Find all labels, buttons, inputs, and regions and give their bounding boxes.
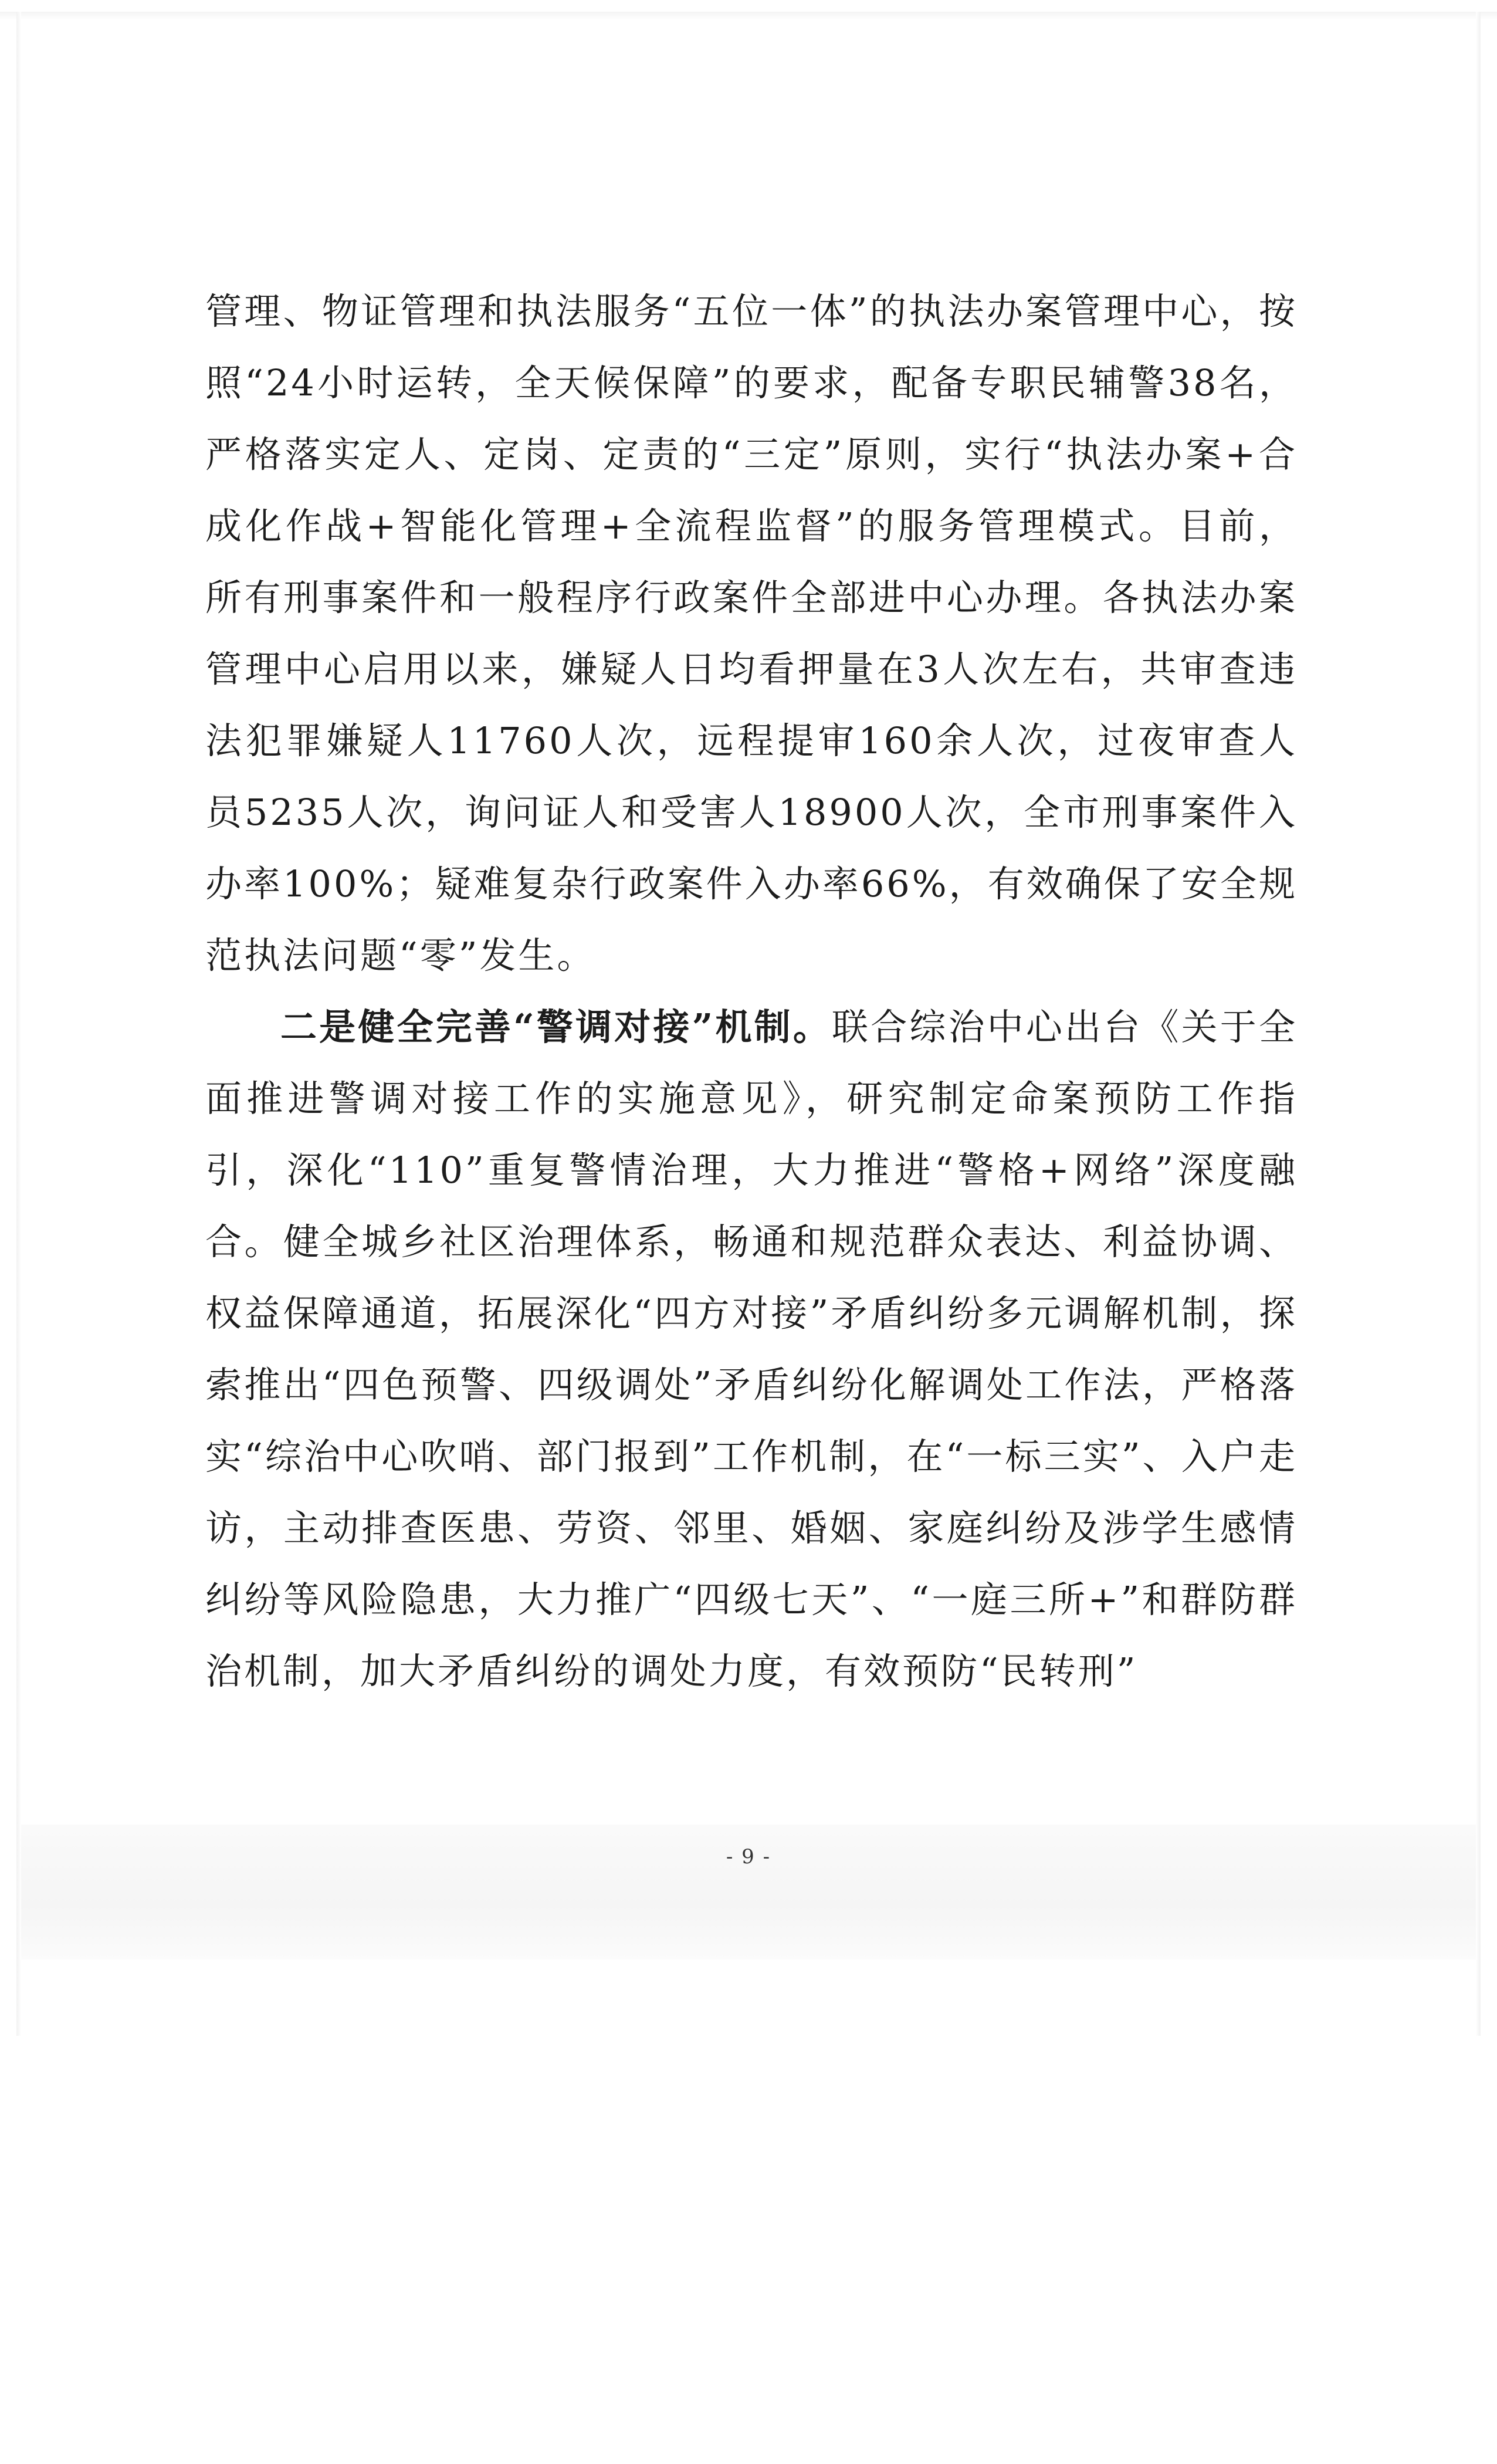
paragraph-continued: 管理、物证管理和执法服务“五位一体”的执法办案管理中心，按照“24小时运转，全天候保障”的要求，配备专职民辅警38名，严格落实定人、定岗、定责的“三定”原则，实行“执法办案+合成化作战+智能化管理+全流程监督”的服务管理模式。目前，所有刑事案件和一般程序行政案件全部进中心办理。各执法办案管理中心启用以来，嫌疑人日均看押量在3人次左右，共审查违法犯罪嫌疑人11760人次，远程提审160余人次，过夜审查人员5235人次，询问证人和受害人18900人次，全市刑事案件入办率100%；疑难复杂行政案件入办率66%，有效确保了安全规范执法问题“零”发生。 [205,290,1298,977]
paragraph-heading: 二是健全完善“警调对接”机制。 [280,1006,832,1048]
body-text [205,276,1298,1707]
paragraph-police-mediation [205,991,1298,1707]
scan-edge-right [1476,12,1481,2036]
scan-edge-left [16,12,21,2036]
scan-edge-top [0,12,1497,20]
page-number: - 9 - [726,1845,771,1869]
paragraph-body: 联合综治中心出台《关于全面推进警调对接工作的实施意见》，研究制定命案预防工作指引，深化“110”重复警情治理，大力推进“警格+网络”深度融合。健全城乡社区治理体系，畅通和规范群众表达、利益协调、权益保障通道，拓展深化“四方对接”矛盾纠纷多元调解机制，探索推出“四色预警、四级调处”矛盾纠纷化解调处工作法，严格落实“综治中心吹哨、部门报到”工作机制，在“一标三实”、入户走访，主动排查医患、劳资、邻里、婚姻、家庭纠纷及涉学生感情纠纷等风险隐患，大力推广“四级七天”、“一庭三所+”和群防群治机制，加大矛盾纠纷的调处力度，有效预防“民转刑” [205,1006,1298,1693]
